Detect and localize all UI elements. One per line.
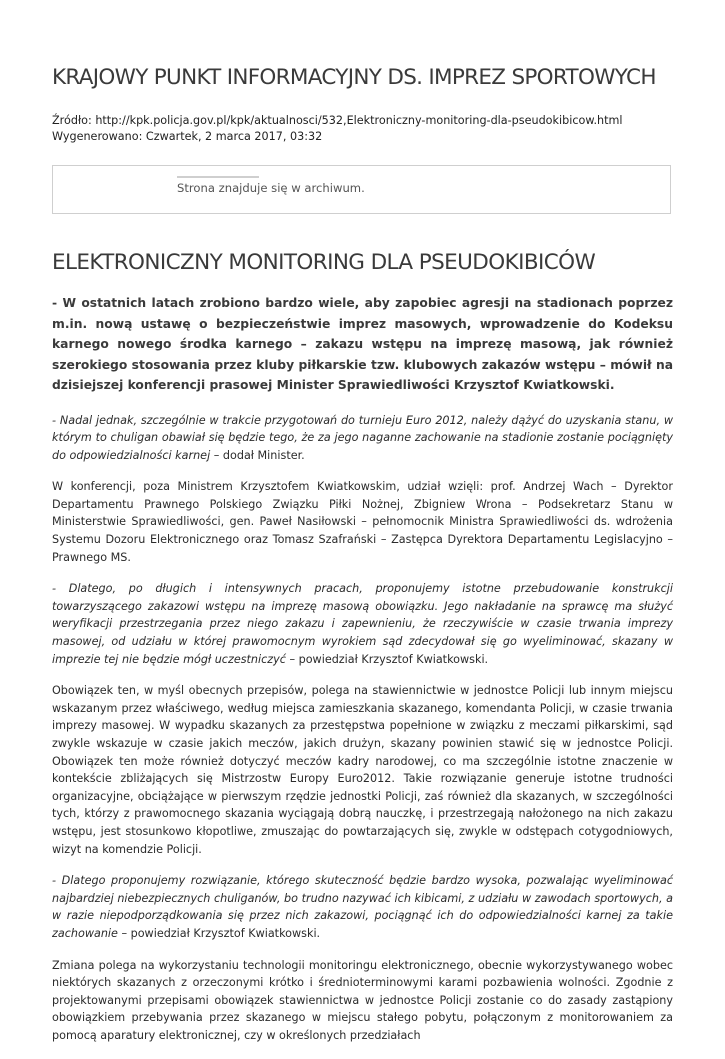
article-lead: - W ostatnich latach zrobiono bardzo wiele, aby zapobiec agresji na stadionach poprzez m.in. nową ustawę o bezpieczeństwie imprez masowych, wprowadzenie do Kodeksu karnego nowego środka karnego – zakazu wstępu na imprezę masową, jak również szerokiego stosowania przez kluby piłkarskie tzw. klubowych zakazów wstępu – mówił na dzisiejszej konferencji prasowej Minister Sprawiedliwości Krzysztof Kwiatkowski. bbox=[52, 296, 673, 392]
quote-attribution: – dodał Minister. bbox=[210, 448, 305, 462]
quote-text: - Dlatego, po długich i intensywnych pracach, proponujemy istotne przebudowanie konstrukcji towarzyszącego zakazowi wstępu na imprezę masową obowiązku. Jego nakładanie na sprawcę ma służyć weryfikacji przestrzegania przez niego zakazu i zapewnieniu, że rzeczywiście w czasie trwania imprezy masowej, od udziału w której prawomocnym wyrokiem sąd zdecydował się go wyeliminować, skazany w imprezie tej nie będzie mógł uczestniczyć bbox=[52, 582, 673, 666]
quote-attribution: – powiedział Krzysztof Kwiatkowski. bbox=[117, 926, 321, 940]
article-paragraph-2: W konferencji, poza Ministrem Krzysztofem Kwiatkowskim, udział wzięli: prof. Andrzej Wach – Dyrektor Departamentu Prawnego Polskiego Związku Piłki Nożnej, Zbigniew Wrona – Podsekretarz Stanu w Ministerstwie Sprawiedliwości, gen. Paweł Nasiłowski – pełnomocnik Ministra Sprawiedliwości ds. wdrożenia Systemu Dozoru Elektronicznego oraz Tomasz Szafrański – Zastępca Dyrektora Departamentu Legislacyjno – Prawnego MS. bbox=[52, 480, 673, 564]
article-paragraph-1 bbox=[52, 412, 673, 465]
generated-line: Wygenerowano: Czwartek, 2 marca 2017, 03:32 bbox=[52, 129, 323, 143]
article-paragraph-6: Zmiana polega na wykorzystaniu technologii monitoringu elektronicznego, obecnie wykorzystywanego wobec niektórych skazanych z orzeczonymi krótko i średnioterminowymi karami pozbawienia wolności. Zgodnie z projektowanymi przepisami obowiązek stawiennictwa w jednostce Policji zostanie co do zasady zastąpiony obowiązkiem przebywania przez skazanego w miejscu stałego pobytu, połączonym z monitorowaniem za pomocą aparatury elektronicznej, czy w określonych przedziałach bbox=[52, 958, 673, 1042]
quote-text: - Nadal jednak, szczególnie w trakcie przygotowań do turnieju Euro 2012, należy dążyć do uzyskania stanu, w którym to chuligan obawiał się będzie tego, że za jego naganne zachowanie na stadionie zostanie pociągnięty do odpowiedzialności karnej bbox=[52, 413, 673, 462]
article-title: ELEKTRONICZNY MONITORING DLA PSEUDOKIBICÓW bbox=[52, 250, 596, 275]
quote-attribution: – powiedział Krzysztof Kwiatkowski. bbox=[285, 652, 489, 666]
quote-text: - Dlatego proponujemy rozwiązanie, którego skuteczność będzie bardzo wysoka, pozwalając wyeliminować najbardziej niebezpiecznych chuliganów, bo trudno nazywać ich kibicami, z udziału w zawodach sportowych, a w razie niepodporządkowania się przez nich zakazowi, pociągnąć ich do odpowiedzialności karnej za takie zachowanie bbox=[52, 874, 673, 940]
archive-notice-box bbox=[52, 165, 671, 214]
archive-notice-text: Strona znajduje się w archiwum. bbox=[177, 181, 365, 195]
article-body bbox=[52, 293, 673, 1059]
source-line: Źródło: http://kpk.policja.gov.pl/kpk/aktualnosci/532,Elektroniczny-monitoring-dla-pseudokibicow.html bbox=[52, 114, 623, 127]
article-paragraph-3 bbox=[52, 580, 673, 668]
site-title: KRAJOWY PUNKT INFORMACYJNY DS. IMPREZ SPORTOWYCH bbox=[52, 65, 656, 90]
article-paragraph-4: Obowiązek ten, w myśl obecnych przepisów, polega na stawiennictwie w jednostce Policji lub innym miejscu wskazanym przez właściwego, według miejsca zamieszkania skazanego, komendanta Policji, w czasie trwania imprezy masowej. W wypadku skazanych za przestępstwa popełnione w związku z meczami piłkarskimi, sąd zwykle wskazuje w czasie jakich meczów, jakich drużyn, skazany powinien stawić się w jednostce Policji. Obowiązek ten może również dotyczyć meczów kadry narodowej, co ma szczególnie istotne znaczenie w kontekście zbliżających się Mistrzostw Europy Euro2012. Takie rozwiązanie generuje istotne trudności organizacyjne, obciążające w pierwszym rzędzie jednostki Policji, zaś również dla skazanych, w szczególności tych, którzy z prawomocnego skazania wyciągają dobrą nauczkę, i przestrzegają nałożonego na nich zakazu wstępu, jest stosunkowo kłopotliwe, zmuszając do powtarzających się, zwykle w odstępach cotygodniowych, wizyt na komendzie Policji. bbox=[52, 684, 673, 856]
article-paragraph-5 bbox=[52, 872, 673, 942]
archive-divider bbox=[177, 176, 259, 178]
document-meta bbox=[52, 113, 622, 144]
